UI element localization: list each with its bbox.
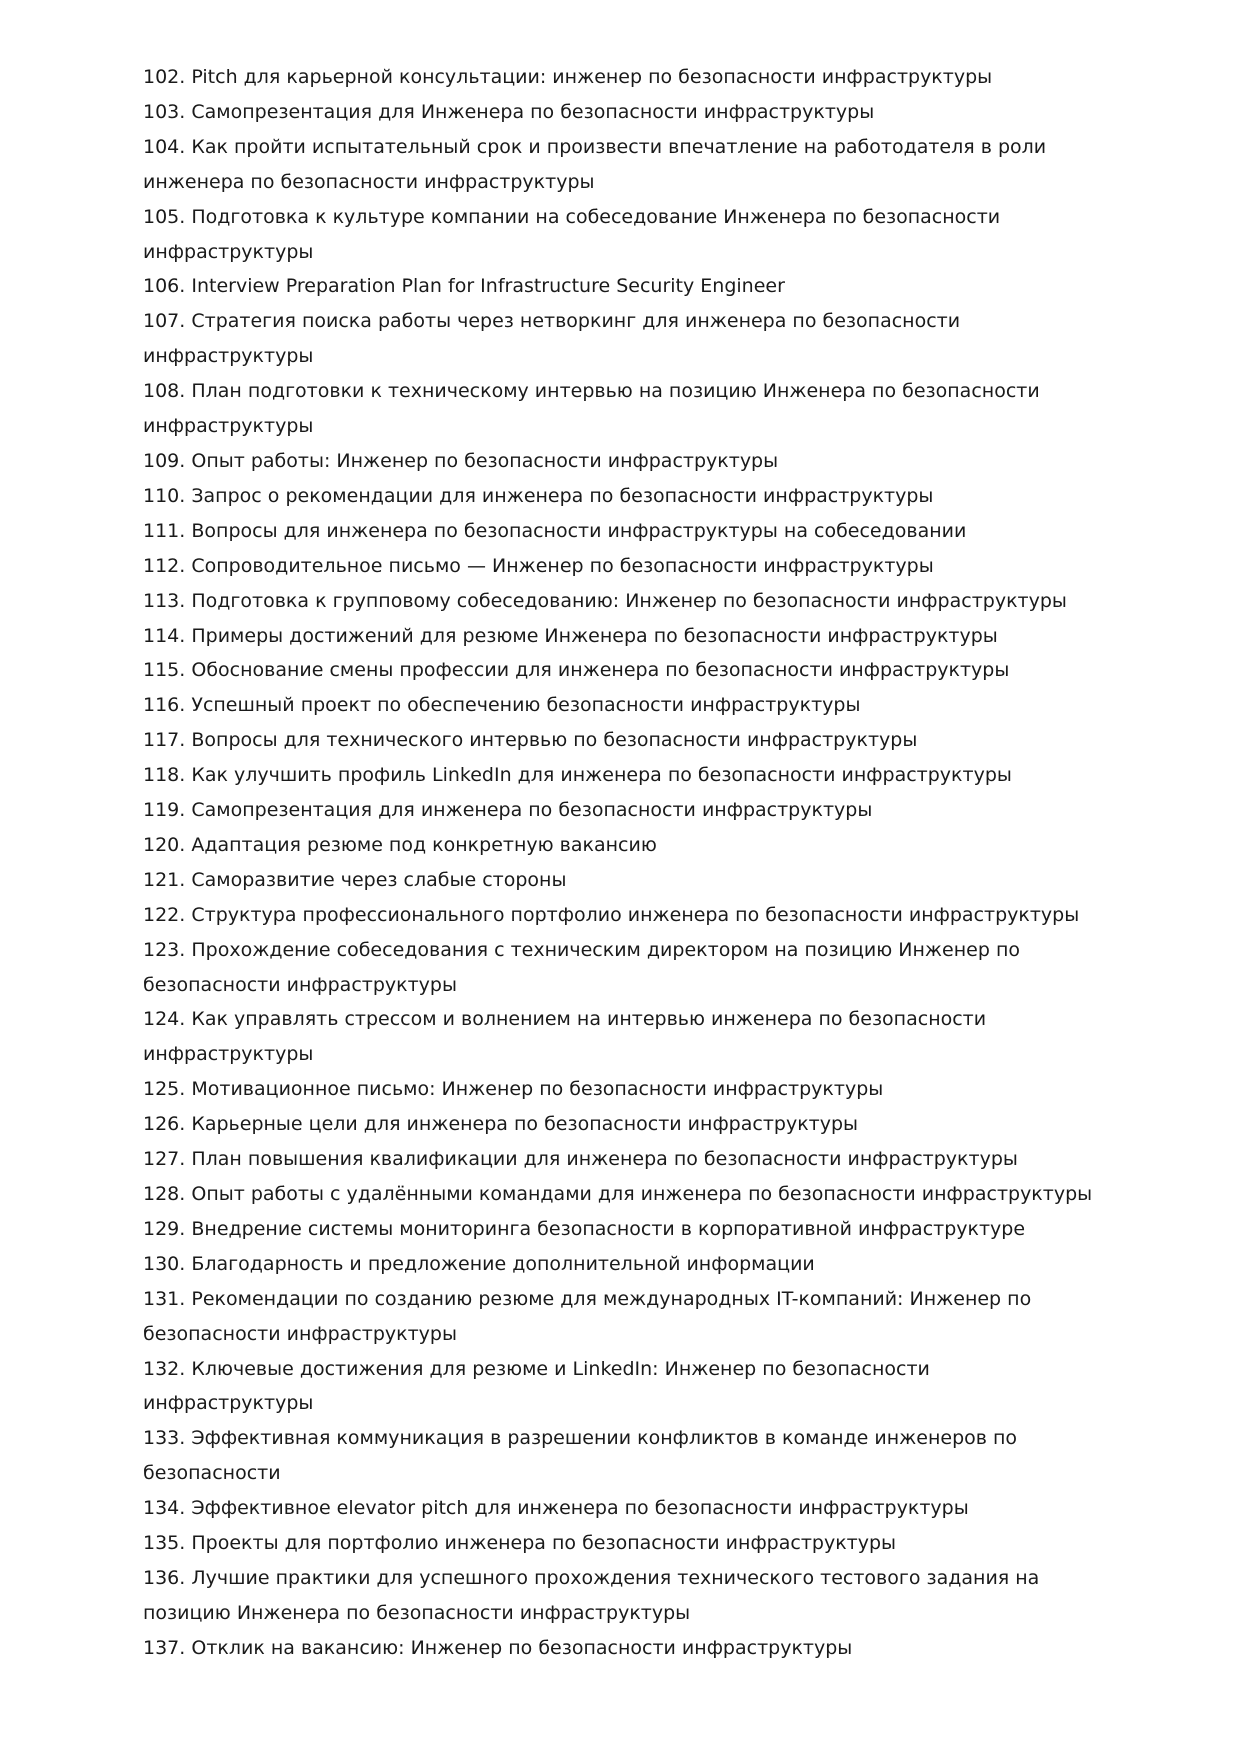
item-text: Вопросы для технического интервью по безопасности инфраструктуры [191, 729, 918, 752]
item-number: 112. [143, 554, 186, 577]
item-text: Опыт работы: Инженер по безопасности инфраструктуры [191, 449, 779, 472]
list-item [143, 444, 1093, 479]
list-item [143, 130, 1093, 200]
item-text: Подготовка к групповому собеседованию: Инженер по безопасности инфраструктуры [191, 589, 1067, 612]
item-number: 113. [143, 589, 186, 612]
list-item [143, 1107, 1093, 1142]
item-text: Прохождение собеседования с техническим директором на позицию Инженер по безопасности инфраструктуры [143, 938, 1020, 996]
item-number: 126. [143, 1113, 186, 1136]
item-number: 105. [143, 205, 186, 228]
item-number: 122. [143, 903, 186, 926]
list-item [143, 793, 1093, 828]
item-number: 128. [143, 1183, 186, 1205]
item-number: 130. [143, 1252, 186, 1275]
item-text: Самопрезентация для инженера по безопасности инфраструктуры [191, 799, 873, 822]
list-item [143, 514, 1093, 549]
item-number: 121. [143, 868, 186, 891]
item-number: 104. [143, 135, 186, 158]
item-text: Эффективное elevator pitch для инженера по безопасности инфраструктуры [191, 1497, 969, 1520]
item-text: Успешный проект по обеспечению безопасности инфраструктуры [191, 694, 861, 717]
item-number: 109. [143, 449, 186, 472]
list-item [143, 1561, 1093, 1631]
item-text: Внедрение системы мониторинга безопасности в корпоративной инфраструктуре [191, 1217, 1026, 1240]
list-item [143, 584, 1093, 619]
list-item [143, 653, 1093, 688]
item-text: Мотивационное письмо: Инженер по безопасности инфраструктуры [191, 1078, 884, 1101]
item-text: План подготовки к техническому интервью на позицию Инженера по безопасности инфраструктуры [143, 380, 1040, 438]
list-item [143, 374, 1093, 444]
list-item [143, 1247, 1093, 1282]
item-number: 135. [143, 1532, 186, 1555]
item-text: Карьерные цели для инженера по безопасности инфраструктуры [191, 1113, 859, 1136]
list-item [143, 688, 1093, 723]
list-item [143, 828, 1093, 863]
item-text: Сопроводительное письмо — Инженер по безопасности инфраструктуры [191, 554, 934, 577]
item-text: Вопросы для инженера по безопасности инфраструктуры на собеседовании [191, 519, 967, 542]
item-number: 114. [143, 624, 186, 647]
list-item [143, 898, 1093, 933]
item-number: 111. [143, 519, 186, 542]
item-text: Подготовка к культуре компании на собеседование Инженера по безопасности инфраструктуры [143, 205, 1001, 263]
list-item [143, 1212, 1093, 1247]
list-item [143, 723, 1093, 758]
item-number: 107. [143, 310, 186, 333]
item-number: 108. [143, 380, 186, 403]
item-text: Проекты для портфолио инженера по безопасности инфраструктуры [191, 1532, 897, 1555]
item-text: Запрос о рекомендации для инженера по безопасности инфраструктуры [191, 484, 934, 507]
item-text: Interview Preparation Plan for Infrastructure Security Engineer [191, 275, 785, 298]
item-number: 134. [143, 1497, 186, 1520]
item-text: Лучшие практики для успешного прохождения технического тестового задания на позицию Инженера по безопасности инфраструктуры [143, 1566, 1040, 1624]
item-number: 115. [143, 659, 186, 682]
item-text: Структура профессионального портфолио инженера по безопасности инфраструктуры [191, 903, 1080, 926]
item-number: 110. [143, 484, 186, 507]
item-text: Стратегия поиска работы через нетворкинг для инженера по безопасности инфраструктуры [143, 310, 961, 368]
item-text: План повышения квалификации для инженера по безопасности инфраструктуры [191, 1148, 1018, 1171]
item-text: Как пройти испытательный срок и произвести впечатление на работодателя в роли инженера по безопасности инфраструктуры [143, 135, 1047, 193]
item-number: 106. [143, 275, 186, 298]
list-item [143, 1352, 1093, 1422]
item-text: Рекомендации по созданию резюме для международных IT-компаний: Инженер по безопасности инфраструктуры [143, 1287, 1032, 1345]
item-number: 118. [143, 764, 186, 787]
list-item [143, 304, 1093, 374]
list-item [143, 200, 1093, 270]
list-item [143, 1631, 1093, 1666]
item-number: 123. [143, 938, 186, 961]
list-item [143, 1526, 1093, 1561]
document-page [143, 60, 1093, 1666]
item-text: Как улучшить профиль LinkedIn для инженера по безопасности инфраструктуры [191, 764, 1012, 787]
item-number: 129. [143, 1217, 186, 1240]
list-item [143, 619, 1093, 654]
list-item [143, 269, 1093, 304]
toc-list [143, 60, 1093, 1666]
item-text: Обоснование смены профессии для инженера по безопасности инфраструктуры [191, 659, 1010, 682]
item-number: 136. [143, 1566, 186, 1589]
list-item [143, 1421, 1093, 1491]
list-item [143, 1072, 1093, 1107]
item-text: Самопрезентация для Инженера по безопасности инфраструктуры [191, 100, 875, 123]
item-text: Ключевые достижения для резюме и LinkedIn: Инженер по безопасности инфраструктуры [143, 1357, 930, 1415]
list-item [143, 1142, 1093, 1177]
item-number: 132. [143, 1357, 186, 1380]
list-item [143, 479, 1093, 514]
item-number: 127. [143, 1148, 186, 1171]
list-item [143, 1002, 1093, 1072]
list-item [143, 1177, 1093, 1212]
item-text: Саморазвитие через слабые стороны [191, 868, 567, 891]
list-item [143, 933, 1093, 1003]
item-number: 131. [143, 1287, 186, 1310]
item-number: 137. [143, 1636, 186, 1659]
list-item [143, 758, 1093, 793]
list-item [143, 863, 1093, 898]
item-text: Адаптация резюме под конкретную вакансию [191, 833, 657, 856]
list-item [143, 1491, 1093, 1526]
item-text: Как управлять стрессом и волнением на интервью инженера по безопасности инфраструктуры [143, 1008, 987, 1066]
list-item [143, 549, 1093, 584]
list-item [143, 60, 1093, 95]
item-number: 119. [143, 799, 186, 822]
item-text: Pitch для карьерной консультации: инженер по безопасности инфраструктуры [191, 66, 993, 88]
item-number: 116. [143, 694, 186, 717]
item-text: Примеры достижений для резюме Инженера по безопасности инфраструктуры [191, 624, 998, 647]
item-number: 124. [143, 1008, 186, 1031]
item-number: 102. [143, 66, 186, 88]
item-number: 133. [143, 1427, 186, 1450]
item-number: 120. [143, 833, 186, 856]
item-text: Отклик на вакансию: Инженер по безопасности инфраструктуры [191, 1636, 853, 1659]
list-item [143, 1282, 1093, 1352]
list-item [143, 95, 1093, 130]
item-number: 117. [143, 729, 186, 752]
item-number: 125. [143, 1078, 186, 1101]
item-text: Благодарность и предложение дополнительной информации [191, 1252, 815, 1275]
item-text: Эффективная коммуникация в разрешении конфликтов в команде инженеров по безопасности [143, 1427, 1018, 1485]
item-text: Опыт работы с удалёнными командами для инженера по безопасности инфраструктуры [191, 1183, 1093, 1205]
item-number: 103. [143, 100, 186, 123]
